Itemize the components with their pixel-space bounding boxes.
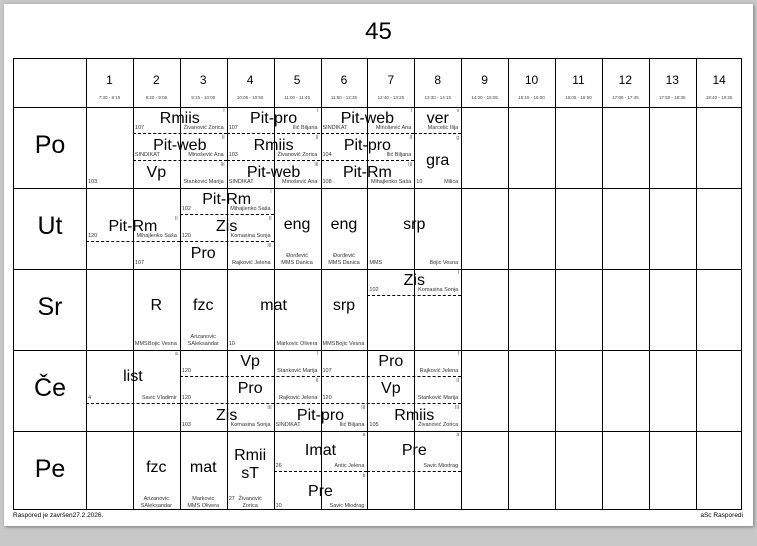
- period-number: 1: [106, 73, 113, 87]
- lesson-teacher: Ilić Biljana: [386, 152, 412, 158]
- lesson-subject: Pro: [237, 380, 263, 397]
- lesson-teacher-line2: SAleksandar: [187, 341, 219, 347]
- lesson-card[interactable]: [321, 107, 415, 134]
- lesson-subject: Zis: [403, 272, 425, 289]
- period-time: 11:50 - 12:35: [330, 95, 358, 100]
- lesson-group-mark: I: [317, 351, 319, 357]
- lesson-card[interactable]: [321, 377, 462, 404]
- lesson-room: 107: [228, 125, 238, 131]
- lesson-group-mark: a: [362, 432, 366, 438]
- lesson-subject: Rmiis: [253, 137, 294, 154]
- lesson-teacher: Rajković Jelena: [278, 395, 318, 401]
- lesson-room: 102: [369, 287, 379, 293]
- lesson-group-mark: II: [268, 216, 272, 222]
- lesson-group-mark: I: [223, 108, 225, 114]
- lesson-teacher: Arizanovic: [190, 334, 216, 340]
- lesson-room: SINDIKAT: [322, 125, 348, 131]
- period-time: 9:15 - 10:00: [191, 95, 216, 100]
- timetable-page: [4, 4, 753, 526]
- lesson-subject: R: [150, 297, 163, 314]
- period-number: 3: [199, 73, 207, 87]
- grid-line-vertical: [555, 59, 556, 509]
- lesson-subject: Pre: [401, 442, 427, 460]
- lesson-room: 10: [416, 179, 423, 185]
- lesson-subject: Pre: [308, 482, 333, 500]
- lesson-teacher: Savic Miodrag: [423, 462, 459, 469]
- lesson-subject: mat: [189, 459, 217, 476]
- lesson-subject: eng: [330, 216, 358, 233]
- lesson-group-mark: I: [410, 108, 413, 114]
- lesson-teacher: Mihajlenko Saša: [230, 206, 271, 212]
- lesson-teacher: Živanović Zorica: [183, 125, 224, 131]
- lesson-subject: Vp: [381, 380, 401, 397]
- footer-brand: aSc Rasporedi: [700, 512, 743, 519]
- lesson-group-mark: III: [361, 405, 366, 411]
- period-number: 6: [340, 73, 348, 87]
- lesson-subject: Rmiis: [159, 110, 200, 127]
- lesson-card[interactable]: [367, 431, 461, 472]
- lesson-teacher: Savic Miodrag: [329, 503, 365, 509]
- lesson-group-mark: b: [362, 472, 366, 479]
- lesson-teacher: Savic Vladimir: [141, 395, 177, 401]
- lesson-card[interactable]: [227, 107, 321, 134]
- lesson-teacher: Bojic Vesna: [148, 341, 177, 347]
- lesson-subject: Pit-pro: [296, 407, 345, 424]
- lesson-card[interactable]: [180, 215, 274, 242]
- period-number: 11: [572, 73, 585, 87]
- lesson-room: 10: [275, 503, 282, 509]
- lesson-teacher: Antic Jelena: [334, 462, 365, 469]
- period-number: 4: [246, 73, 254, 87]
- lesson-group-mark: III: [267, 243, 272, 249]
- lesson-teacher: Stanković Marija: [417, 395, 459, 401]
- lesson-teacher: Markovic Olivera: [276, 341, 318, 347]
- lesson-room: MMS: [134, 341, 148, 347]
- lesson-group-mark: II: [456, 378, 460, 384]
- lesson-card[interactable]: [414, 134, 461, 188]
- lesson-subject: Pit-Rm: [202, 191, 252, 208]
- lesson-teacher: Stanković Marija: [183, 179, 224, 185]
- grid-line-vertical: [461, 59, 462, 509]
- period-number: 13: [665, 73, 679, 87]
- lesson-card[interactable]: [367, 188, 461, 269]
- lesson-group-mark: II: [175, 216, 178, 222]
- lesson-card[interactable]: [321, 161, 415, 188]
- period-time: 17:00 - 17:45: [612, 95, 639, 100]
- grid-line-vertical: [602, 59, 603, 509]
- lesson-card[interactable]: [86, 215, 180, 242]
- lesson-subject: Pit-pro: [250, 110, 298, 127]
- lesson-subject: Pro: [190, 245, 216, 262]
- lesson-card[interactable]: [274, 404, 368, 431]
- lesson-group-mark: a: [456, 432, 460, 438]
- lesson-teacher: Ilić Biljana: [339, 422, 365, 428]
- lesson-subject: eng: [283, 216, 311, 233]
- lesson-teacher: Arizanovic: [143, 496, 170, 502]
- lesson-subject: Pit-web: [340, 110, 395, 127]
- period-time: 13:30 - 14:15: [424, 95, 451, 100]
- lesson-group-mark: III: [267, 405, 272, 411]
- lesson-group-mark: II: [221, 135, 225, 141]
- period-time: 11:00 - 11:45: [284, 95, 310, 100]
- lesson-subject: Rmiis: [394, 407, 435, 424]
- lesson-group-mark: I: [457, 351, 460, 357]
- period-time: 10:05 - 10:50: [236, 95, 264, 100]
- lesson-teacher: Mihajlenko Saša: [370, 179, 412, 185]
- period-time: 12:40 - 13:25: [377, 95, 405, 100]
- lesson-room: 108: [322, 179, 332, 185]
- lesson-group-mark: III: [220, 162, 225, 168]
- day-label: Ut: [37, 212, 63, 240]
- day-label: Če: [34, 374, 66, 402]
- lesson-room: MMS: [369, 260, 383, 266]
- lesson-subject: Pit-web: [246, 164, 301, 181]
- lesson-subject: Rmii: [234, 447, 267, 464]
- lesson-subject: srp: [332, 297, 356, 314]
- period-time: 17:50 - 18:35: [658, 95, 686, 100]
- lesson-room: MMS: [322, 341, 336, 347]
- lesson-card[interactable]: [321, 134, 415, 161]
- lesson-room: 120: [88, 233, 98, 239]
- lesson-group-mark: III: [314, 162, 319, 168]
- lesson-teacher: Živanović Zorica: [277, 152, 318, 158]
- lesson-subject: Zis: [216, 218, 238, 235]
- lesson-teacher: Milica: [444, 179, 459, 185]
- grid-line-vertical: [696, 59, 697, 509]
- lesson-card[interactable]: [321, 269, 368, 350]
- day-label: Pe: [34, 455, 66, 483]
- lesson-room: 103: [228, 152, 238, 158]
- lesson-room: 107: [322, 368, 332, 374]
- period-number: 8: [434, 73, 442, 87]
- lesson-teacher: Minošević Ana: [188, 152, 224, 158]
- lesson-room: 104: [322, 152, 332, 158]
- lesson-card[interactable]: [180, 377, 321, 404]
- lesson-room: SINDIKAT: [134, 152, 160, 158]
- lesson-card[interactable]: [180, 431, 227, 512]
- lesson-card[interactable]: [367, 269, 461, 296]
- day-label: Po: [34, 131, 66, 159]
- lesson-subject: Vp: [240, 353, 260, 370]
- lesson-subject: Pit-pro: [343, 137, 391, 154]
- lesson-teacher: Živanović Zorica: [418, 422, 459, 428]
- lesson-teacher-line2: MMS Olivera: [187, 503, 220, 509]
- lesson-teacher: Komasina Sonja: [418, 287, 459, 293]
- lesson-card[interactable]: [86, 161, 227, 188]
- period-number: 2: [152, 73, 160, 87]
- lesson-card[interactable]: [414, 107, 461, 134]
- grid-line-vertical: [508, 59, 509, 509]
- lesson-group-mark: III: [408, 162, 413, 168]
- lesson-card[interactable]: [274, 188, 321, 269]
- lesson-group-mark: I: [457, 270, 460, 276]
- period-time: 18:40 - 19:25: [705, 95, 733, 100]
- lesson-room: 26: [275, 462, 282, 469]
- lesson-card[interactable]: [367, 404, 461, 431]
- lesson-teacher: Mihajlenko Saša: [136, 233, 177, 239]
- lesson-room: SINDIKAT: [228, 179, 254, 185]
- lesson-room: 120: [181, 395, 191, 401]
- lesson-card[interactable]: [133, 134, 227, 161]
- period-time: 16:05 - 16:50: [565, 95, 592, 100]
- lesson-teacher: Bojic Vesna: [335, 341, 365, 347]
- lesson-group-mark: II: [315, 135, 319, 141]
- period-number: 12: [618, 73, 633, 87]
- lesson-teacher-line2: Zorica: [242, 503, 258, 509]
- lesson-subject: Pit-Rm: [342, 164, 392, 181]
- lesson-room: 27: [228, 496, 235, 502]
- lesson-room: 107: [134, 260, 145, 266]
- lesson-subject: Pro: [378, 353, 404, 370]
- lesson-subject: fzc: [146, 459, 167, 476]
- page-title: 45: [365, 18, 392, 45]
- lesson-card[interactable]: [227, 161, 321, 188]
- lesson-teacher: Minošević Ana: [375, 125, 412, 131]
- lesson-card[interactable]: [133, 242, 274, 269]
- lesson-subject: gra: [426, 152, 450, 169]
- lesson-teacher: Markovic: [192, 496, 215, 502]
- period-time: 7:30 - 8:15: [98, 95, 121, 100]
- lesson-group-mark: II: [409, 135, 413, 141]
- period-number: 14: [712, 73, 726, 87]
- lesson-card[interactable]: [227, 134, 321, 161]
- lesson-room: 4: [88, 395, 92, 401]
- lesson-teacher: Komasina Sonja: [230, 233, 271, 239]
- lesson-teacher: Minošević Ana: [282, 179, 318, 185]
- lesson-card[interactable]: [321, 188, 368, 269]
- lesson-subject: mat: [260, 297, 287, 314]
- lesson-room: 10: [228, 341, 235, 347]
- lesson-room: 102: [181, 206, 191, 212]
- period-number: 9: [481, 73, 488, 87]
- lesson-teacher: Bojic Vesna: [429, 260, 459, 266]
- lesson-room: 120: [181, 368, 191, 374]
- lesson-card[interactable]: [133, 431, 180, 512]
- period-number: 10: [524, 73, 539, 87]
- lesson-subject: ver: [426, 110, 449, 127]
- lesson-teacher: Rajković Jelena: [232, 260, 271, 266]
- lesson-group-mark: III: [455, 405, 460, 411]
- lesson-room: SINDIKAT: [275, 422, 301, 428]
- grid-line-vertical: [649, 59, 650, 509]
- lesson-room: 120: [322, 395, 332, 401]
- lesson-group-mark: a: [175, 351, 178, 357]
- lesson-teacher: Đorđević: [333, 253, 355, 259]
- lesson-teacher: Marcetic Ilija: [427, 125, 459, 131]
- lesson-subject: fzc: [193, 297, 214, 314]
- lesson-room: 120: [181, 233, 191, 239]
- lesson-room: 103: [88, 179, 98, 185]
- timetable-grid: [13, 58, 742, 510]
- lesson-card[interactable]: [180, 269, 227, 350]
- lesson-teacher: Rajković Jelena: [419, 368, 459, 374]
- lesson-card[interactable]: [274, 472, 368, 513]
- lesson-teacher: Đorđević: [286, 253, 308, 259]
- lesson-group-mark: v: [456, 108, 460, 114]
- lesson-teacher-line2: SAleksandar: [140, 503, 172, 509]
- lesson-teacher: Živanović: [238, 496, 262, 502]
- lesson-room: 105: [369, 422, 379, 428]
- lesson-card[interactable]: [274, 431, 368, 472]
- lesson-subject: Pit-web: [153, 137, 207, 154]
- lesson-teacher: Stanković Marija: [277, 368, 318, 374]
- day-label: Sr: [37, 293, 63, 321]
- lesson-teacher-line2: MMS Danica: [328, 260, 360, 266]
- lesson-room: 107: [134, 125, 145, 131]
- lesson-group-mark: I: [270, 189, 272, 195]
- lesson-subject: srp: [403, 216, 426, 233]
- lesson-teacher-line2: MMS Danica: [281, 260, 313, 266]
- lesson-subject: list: [123, 368, 143, 385]
- lesson-card[interactable]: [180, 350, 321, 377]
- lesson-card[interactable]: [321, 350, 462, 377]
- period-time: 8:20 - 9:05: [145, 95, 168, 100]
- period-number: 7: [387, 73, 395, 87]
- lesson-room: 103: [181, 422, 191, 428]
- lesson-subject: Pit-Rm: [108, 218, 158, 235]
- period-number: 5: [293, 73, 301, 87]
- lesson-subject-line2: sT: [241, 465, 260, 482]
- lesson-card[interactable]: [133, 107, 227, 134]
- lesson-group-mark: II: [315, 378, 319, 384]
- lesson-teacher: Ilić Biljana: [292, 125, 318, 131]
- lesson-teacher: Komasina Sonja: [230, 422, 271, 428]
- lesson-card[interactable]: [227, 431, 274, 512]
- lesson-card[interactable]: [86, 350, 180, 404]
- lesson-group-mark: g: [456, 135, 460, 141]
- lesson-subject: Imat: [304, 442, 337, 460]
- period-time: 15:15 - 16:00: [518, 95, 545, 100]
- grid-line-vertical: [86, 59, 87, 509]
- lesson-subject: Zis: [216, 407, 238, 424]
- lesson-card[interactable]: [180, 188, 274, 215]
- footer-status: Raspored je završen27.2.2026.: [13, 512, 104, 519]
- period-time: 14:20 - 15:05: [471, 95, 498, 100]
- lesson-card[interactable]: [180, 404, 274, 431]
- lesson-card[interactable]: [227, 269, 321, 350]
- lesson-card[interactable]: [133, 269, 180, 350]
- lesson-group-mark: I: [317, 108, 319, 114]
- lesson-subject: Vp: [146, 164, 167, 181]
